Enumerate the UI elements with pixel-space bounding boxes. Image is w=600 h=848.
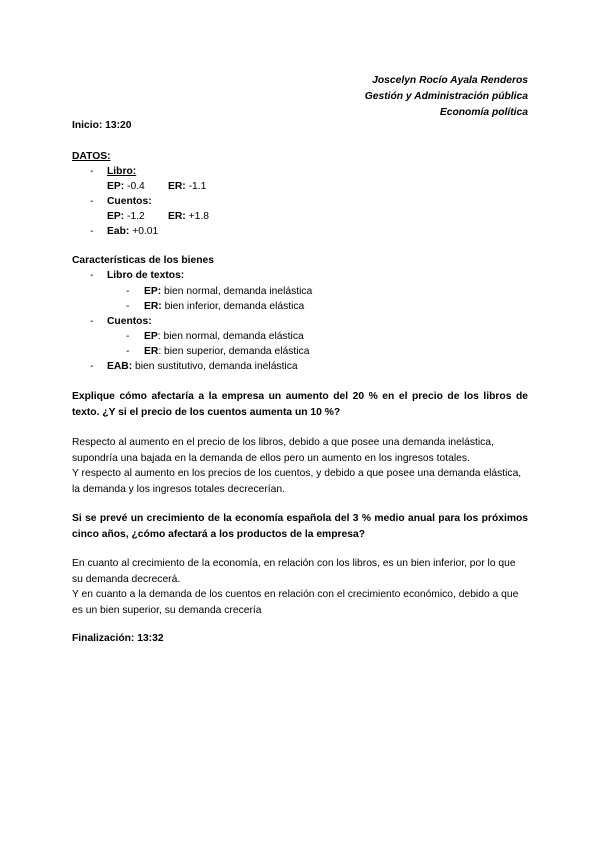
question-2: Si se prevé un crecimiento de la economía española del 3 % medio anual para los próximos cinco años, ¿cómo afectará a los productos de la empresa? xyxy=(72,513,528,540)
eab-label: EAB: xyxy=(107,361,133,372)
bullet-dash: - xyxy=(90,196,94,207)
author-name: Joscelyn Rocío Ayala Renderos xyxy=(372,75,528,86)
er-text: bien inferior, demanda elástica xyxy=(161,301,305,312)
answer-1b: Y respecto al aumento en los precios de los cuentos, y debido a que posee una demanda elástica, la demanda y los ingresos totales decrecerían. xyxy=(72,468,522,495)
datos-cuentos-label: Cuentos: xyxy=(107,196,152,207)
datos-title: DATOS: xyxy=(72,151,111,162)
car-libro-ep xyxy=(144,286,312,297)
datos-libro-er xyxy=(168,181,206,192)
ep-value: -0.4 xyxy=(124,181,145,192)
datos-cuentos-er xyxy=(168,211,209,222)
datos-libro-values xyxy=(107,181,145,192)
er-text: : bien superior, demanda elástica xyxy=(158,346,310,357)
answer-2a: En cuanto al crecimiento de la economía, en relación con los libros, es un bien inferior, por lo que su demanda decrecerá. xyxy=(72,558,516,585)
answer-2b: Y en cuanto a la demanda de los cuentos en relación con el crecimiento económico, debido a que es un bien superior, su demanda crecería xyxy=(72,589,519,616)
bullet-dash: - xyxy=(90,361,94,372)
bullet-dash: - xyxy=(90,270,94,281)
er-label: ER: xyxy=(168,211,186,222)
ep-label: EP: xyxy=(107,211,125,222)
ep-label: EP: xyxy=(107,181,125,192)
bullet-dash: - xyxy=(126,346,130,357)
ep-text: : bien normal, demanda elástica xyxy=(157,331,304,342)
end-time: Finalización: 13:32 xyxy=(72,633,164,644)
course-name: Economía política xyxy=(439,107,528,118)
caracteristicas-title: Características de los bienes xyxy=(72,255,214,266)
bullet-dash: - xyxy=(90,316,94,327)
car-cuentos-er xyxy=(144,346,309,357)
er-value: -1.1 xyxy=(185,181,207,192)
car-cuentos-ep xyxy=(144,331,304,342)
bullet-dash: - xyxy=(90,166,94,177)
bullet-dash: - xyxy=(90,226,94,237)
header-block xyxy=(365,73,528,121)
eab-value: +0.01 xyxy=(129,226,159,237)
bullet-dash: - xyxy=(126,286,130,297)
er-label: ER xyxy=(144,346,159,357)
bullet-dash: - xyxy=(126,331,130,342)
datos-cuentos-ep xyxy=(107,211,145,222)
program-name: Gestión y Administración pública xyxy=(364,91,528,102)
answer-1a: Respecto al aumento en el precio de los libros, debido a que posee una demanda inelástica, supondría una bajada en la demanda de ellos pero un aumento en los ingresos totales. xyxy=(72,437,494,464)
eab-text: bien sustitutivo, demanda inelástica xyxy=(132,361,298,372)
bullet-dash: - xyxy=(126,301,130,312)
ep-label: EP: xyxy=(144,286,162,297)
car-eab xyxy=(107,361,298,372)
eab-label: Eab: xyxy=(107,226,130,237)
ep-text: bien normal, demanda inelástica xyxy=(161,286,313,297)
car-libro-label: Libro de textos: xyxy=(107,270,185,281)
car-cuentos-label: Cuentos: xyxy=(107,316,152,327)
er-label: ER: xyxy=(144,301,162,312)
question-1: Explique cómo afectaría a la empresa un aumento del 20 % en el precio de los libros de texto. ¿Y si el precio de los cuentos aumenta un 10 %? xyxy=(72,391,528,418)
datos-libro-label: Libro: xyxy=(107,166,137,177)
er-value: +1.8 xyxy=(185,211,209,222)
car-libro-er xyxy=(144,301,304,312)
ep-label: EP xyxy=(144,331,158,342)
ep-value: -1.2 xyxy=(124,211,145,222)
er-label: ER: xyxy=(168,181,186,192)
datos-eab xyxy=(107,226,158,237)
start-time: Inicio: 13:20 xyxy=(72,120,132,131)
